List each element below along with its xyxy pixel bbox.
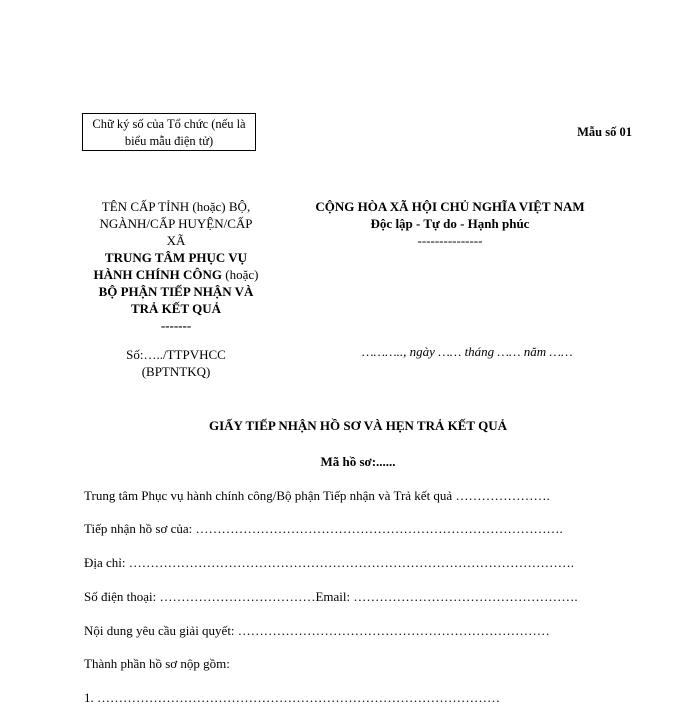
received-from-field: Tiếp nhận hồ sơ của: …………………………………………………………………………. <box>84 521 563 536</box>
signature-box-line-1: Chữ ký số của Tổ chức (nếu là <box>92 117 246 131</box>
digital-signature-box <box>82 113 256 151</box>
agency-line-6: BỘ PHẬN TIẾP NHẬN VÀ <box>98 284 254 299</box>
document-title: GIẤY TIẾP NHẬN HỒ SƠ VÀ HẸN TRẢ KẾT QUẢ <box>209 418 507 433</box>
components-heading: Thành phần hồ sơ nộp gồm: <box>84 656 230 671</box>
document-number: Số:…../TTPVHCC <box>126 347 226 362</box>
agency-line-7: TRẢ KẾT QUẢ <box>130 301 222 316</box>
component-item-1: 1. ………………………………………………………………………………… <box>84 690 500 705</box>
agency-line-4: TRUNG TÂM PHỤC VỤ <box>104 250 248 265</box>
date-line: ……….., ngày …… tháng …… năm …… <box>362 344 573 359</box>
agency-line-3: XÃ <box>166 233 186 248</box>
agency-line-2: NGÀNH/CẤP HUYỆN/CẤP <box>99 216 253 231</box>
issuing-agency-header <box>78 198 274 380</box>
nation-name: CỘNG HÒA XÃ HỘI CHỦ NGHĨA VIỆT NAM <box>315 199 585 214</box>
address-field: Địa chỉ: …………………………………………………………………………………………. <box>84 555 575 570</box>
record-code: Mã hồ sơ:...... <box>320 454 396 469</box>
national-separator: --------------- <box>417 233 483 248</box>
agency-line-5-normal: (hoặc) <box>222 267 259 282</box>
agency-line-5-bold: HÀNH CHÍNH CÔNG <box>93 267 223 282</box>
request-content-field: Nội dung yêu cầu giải quyết: ……………………………………………………………… <box>84 623 550 638</box>
phone-email-field: Số điện thoại: ………………………………Email: ……………………………………………. <box>84 589 578 604</box>
form-number: Mẫu số 01 <box>577 125 632 139</box>
signature-box-line-2: biểu mẫu điện tử) <box>124 134 214 148</box>
document-number-suffix: (BPTNTKQ) <box>141 364 211 379</box>
agency-line-5 <box>78 266 274 283</box>
national-header <box>280 198 620 249</box>
agency-separator: ------- <box>160 318 192 333</box>
agency-line-1: TÊN CẤP TỈNH (hoặc) BỘ, <box>101 199 251 214</box>
receiving-center-field: Trung tâm Phục vụ hành chính công/Bộ phận Tiếp nhận và Trả kết quả …………………. <box>84 488 550 503</box>
national-motto: Độc lập - Tự do - Hạnh phúc <box>370 216 530 231</box>
